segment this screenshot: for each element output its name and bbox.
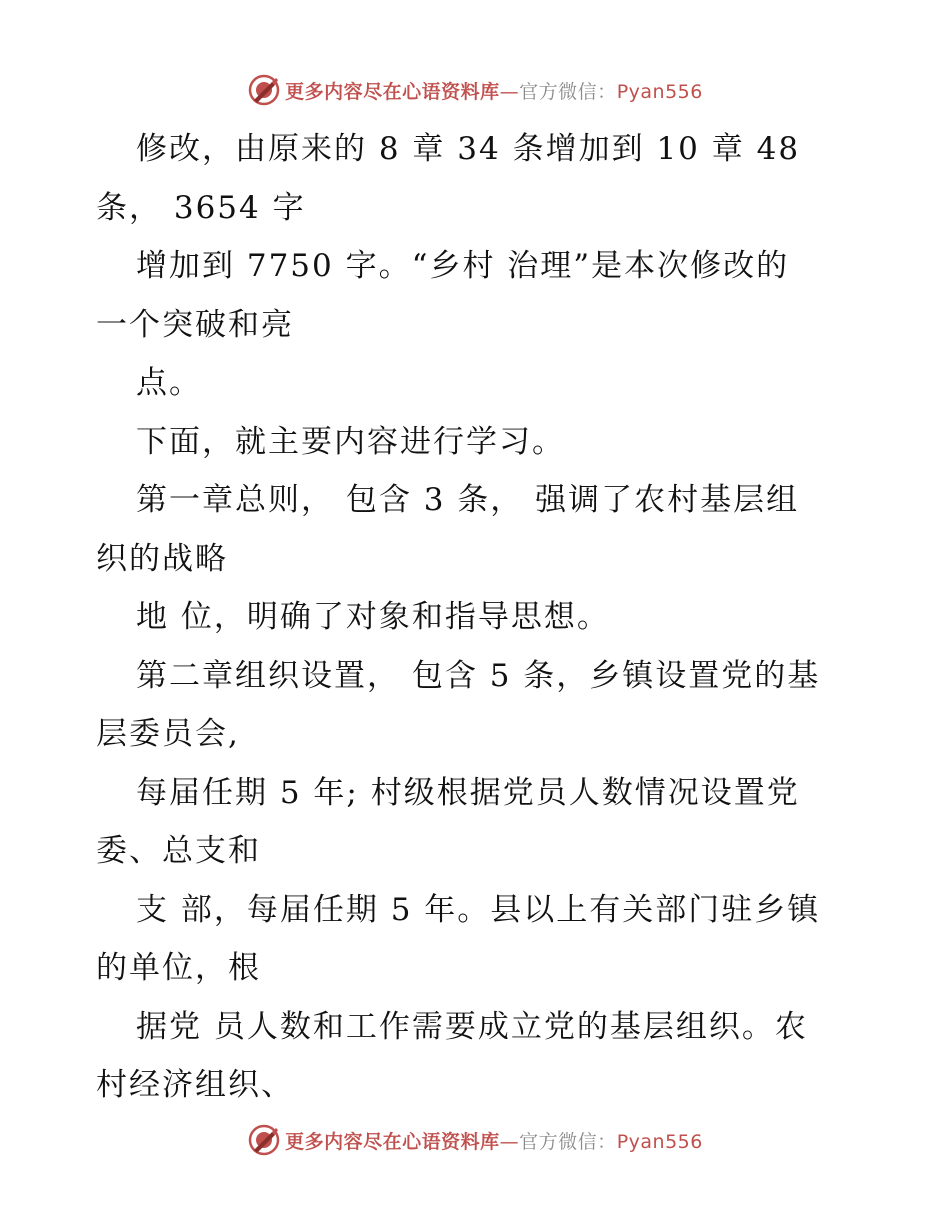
banner-brand: 更多内容尽在心语资料库 (285, 80, 500, 103)
text-line: 第一章总则， 包含 3 条， 强调了农村基层组 (136, 482, 800, 518)
text-line: 每届任期 5 年; 村级根据党员人数情况设置党 (136, 774, 800, 811)
text-line: 一个突破和亮 (96, 306, 294, 343)
text-line: 修改，由原来的 8 章 34 条增加到 10 章 48 (136, 131, 801, 167)
footer-banner-content (247, 1123, 703, 1157)
text-line: 下面，就主要内容进行学习。 (136, 423, 565, 460)
banner-separator: — (499, 80, 520, 103)
header-banner (0, 70, 950, 110)
text-line: 织的战略 (96, 540, 228, 577)
text-line: 点。 (136, 365, 202, 401)
banner-brand: 更多内容尽在心语资料库 (285, 1130, 500, 1153)
text-line: 支 部，每届任期 5 年。县以上有关部门驻乡镇 (136, 891, 821, 928)
banner-label: 官方微信： (519, 80, 617, 103)
footer-banner (0, 1120, 950, 1160)
text-line: 层委员会, (96, 716, 240, 752)
text-line: 条， 3654 字 (96, 189, 306, 226)
text-line: 地 位，明确了对象和指导思想。 (136, 599, 610, 635)
banner-account: Pyan556 (616, 80, 703, 103)
text-line: 第二章组织设置， 包含 5 条，乡镇设置党的基 (136, 657, 821, 694)
text-line: 增加到 7750 字。“乡村 治理”是本次修改的 (136, 248, 790, 284)
footer-banner-text (285, 1127, 703, 1154)
text-line: 的单位，根 (96, 950, 261, 986)
banner-separator: — (499, 1130, 520, 1153)
document-body (96, 120, 856, 1115)
pen-logo-icon (247, 73, 281, 107)
header-banner-text (285, 77, 703, 104)
banner-label: 官方微信： (519, 1130, 617, 1153)
banner-account: Pyan556 (616, 1130, 703, 1153)
text-line: 据党 员人数和工作需要成立党的基层组织。农 (136, 1008, 808, 1045)
header-banner-content (247, 73, 703, 107)
text-line: 村经济组织、 (96, 1067, 294, 1103)
pen-logo-icon (247, 1123, 281, 1157)
text-line: 委、总支和 (96, 833, 261, 869)
